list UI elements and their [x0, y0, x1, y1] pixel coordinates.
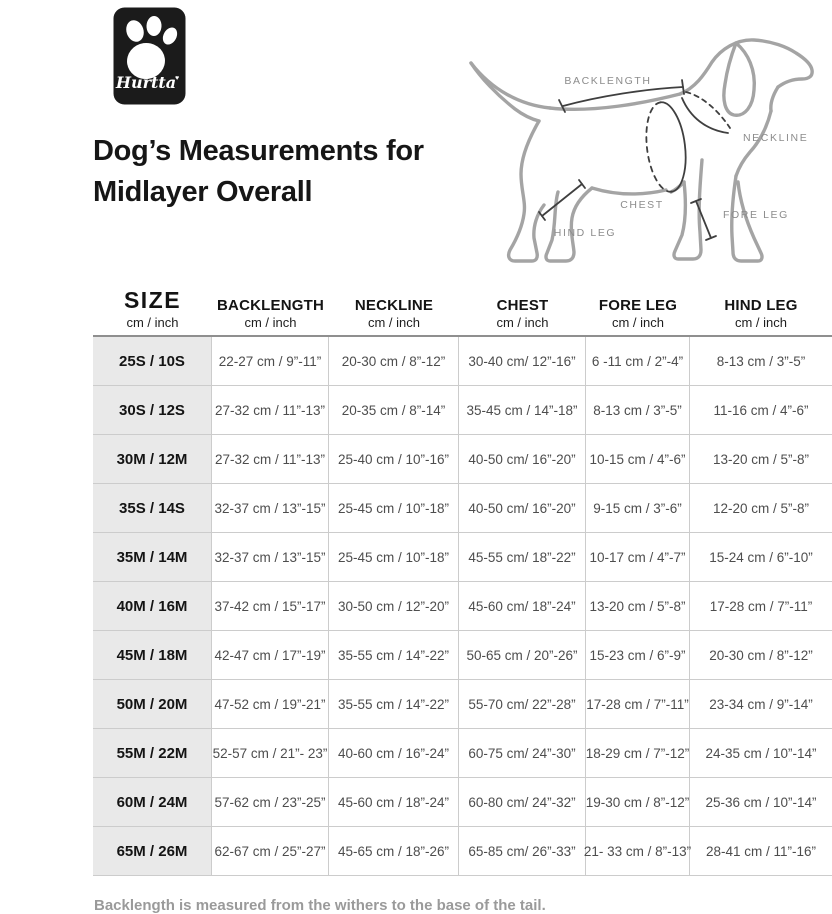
column-header-label: CHEST: [496, 297, 549, 314]
table-cell-fore_leg: 21- 33 cm / 8”-13”: [586, 827, 690, 876]
table-cell-chest: 65-85 cm/ 26”-33”: [459, 827, 586, 876]
column-header-neckline: [329, 297, 459, 330]
table-cell-chest: 30-40 cm/ 12”-16”: [459, 337, 586, 386]
column-header-label: HIND LEG: [724, 297, 798, 314]
size-cell: 40M / 16M: [93, 582, 212, 631]
table-row: [93, 435, 832, 484]
logo-wordmark: Hurtta: [115, 73, 177, 92]
table-cell-neckline: 45-60 cm / 18”-24”: [329, 778, 459, 827]
dog-outline: [471, 40, 812, 261]
table-row: [93, 337, 832, 386]
table-cell-chest: 40-50 cm/ 16”-20”: [459, 435, 586, 484]
table-cell-backlength: 32-37 cm / 13”-15”: [212, 533, 329, 582]
table-cell-neckline: 25-40 cm / 10”-16”: [329, 435, 459, 484]
size-cell: 55M / 22M: [93, 729, 212, 778]
table-cell-backlength: 27-32 cm / 11”-13”: [212, 435, 329, 484]
table-row: [93, 533, 832, 582]
table-row: [93, 680, 832, 729]
table-cell-neckline: 25-45 cm / 10”-18”: [329, 484, 459, 533]
table-cell-chest: 45-55 cm/ 18”-22”: [459, 533, 586, 582]
table-cell-neckline: 35-55 cm / 14”-22”: [329, 680, 459, 729]
table-cell-fore_leg: 15-23 cm / 6”-9”: [586, 631, 690, 680]
chest-measure-solid: [661, 102, 686, 191]
column-header-chest: [459, 297, 586, 330]
size-table: [93, 287, 832, 876]
table-header-row: [93, 287, 832, 337]
diagram-label-hindleg: HIND LEG: [553, 227, 617, 239]
table-cell-fore_leg: 18-29 cm / 7”-12”: [586, 729, 690, 778]
table-cell-hind_leg: 20-30 cm / 8”-12”: [690, 631, 832, 680]
size-cell: 65M / 26M: [93, 827, 212, 876]
neckline-measure-solid: [682, 98, 728, 133]
table-cell-fore_leg: 6 -11 cm / 2”-4”: [586, 337, 690, 386]
table-row: [93, 729, 832, 778]
column-header-label: SIZE: [123, 287, 182, 313]
size-cell: 45M / 18M: [93, 631, 212, 680]
hindleg-measure-line: [542, 184, 582, 216]
table-row: [93, 582, 832, 631]
table-cell-fore_leg: 19-30 cm / 8”-12”: [586, 778, 690, 827]
table-cell-neckline: 35-55 cm / 14”-22”: [329, 631, 459, 680]
table-cell-neckline: 45-65 cm / 18”-26”: [329, 827, 459, 876]
table-cell-fore_leg: 17-28 cm / 7”-11”: [586, 680, 690, 729]
table-row: [93, 778, 832, 827]
table-cell-chest: 40-50 cm/ 16”-20”: [459, 484, 586, 533]
table-cell-hind_leg: 23-34 cm / 9”-14”: [690, 680, 832, 729]
table-cell-hind_leg: 25-36 cm / 10”-14”: [690, 778, 832, 827]
table-cell-hind_leg: 12-20 cm / 5”-8”: [690, 484, 832, 533]
table-cell-chest: 60-80 cm/ 24”-32”: [459, 778, 586, 827]
table-cell-neckline: 20-30 cm / 8”-12”: [329, 337, 459, 386]
table-cell-chest: 50-65 cm / 20”-26”: [459, 631, 586, 680]
size-cell: 25S / 10S: [93, 337, 212, 386]
diagram-label-neckline: NECKLINE: [743, 132, 809, 144]
table-cell-hind_leg: 13-20 cm / 5”-8”: [690, 435, 832, 484]
page-title-line2: Midlayer Overall: [93, 176, 313, 208]
size-cell: 35M / 14M: [93, 533, 212, 582]
table-cell-chest: 45-60 cm/ 18”-24”: [459, 582, 586, 631]
table-cell-fore_leg: 10-17 cm / 4”-7”: [586, 533, 690, 582]
diagram-label-chest: CHEST: [620, 199, 664, 211]
column-header-label: NECKLINE: [354, 297, 434, 314]
table-row: [93, 631, 832, 680]
column-header-label: BACKLENGTH: [217, 297, 324, 314]
table-cell-backlength: 32-37 cm / 13”-15”: [212, 484, 329, 533]
page-title-line1: Dog’s Measurements for: [93, 135, 424, 167]
table-cell-neckline: 25-45 cm / 10”-18”: [329, 533, 459, 582]
size-cell: 30S / 12S: [93, 386, 212, 435]
column-header-unit: cm / inch: [496, 315, 549, 330]
column-header-unit: cm / inch: [367, 315, 420, 330]
table-cell-hind_leg: 11-16 cm / 4”-6”: [690, 386, 832, 435]
table-cell-fore_leg: 10-15 cm / 4”-6”: [586, 435, 690, 484]
table-cell-hind_leg: 17-28 cm / 7”-11”: [690, 582, 832, 631]
table-cell-backlength: 27-32 cm / 11”-13”: [212, 386, 329, 435]
page-title: [93, 131, 424, 213]
hurtta-logo: [113, 7, 186, 105]
column-header-backlength: [212, 297, 329, 330]
column-header-unit: cm / inch: [244, 315, 297, 330]
table-cell-fore_leg: 9-15 cm / 3”-6”: [586, 484, 690, 533]
table-row: [93, 386, 832, 435]
table-cell-backlength: 52-57 cm / 21”- 23”: [212, 729, 329, 778]
table-cell-neckline: 30-50 cm / 12”-20”: [329, 582, 459, 631]
size-cell: 60M / 24M: [93, 778, 212, 827]
table-row: [93, 827, 832, 876]
heart-icon: ♥: [175, 75, 180, 82]
column-header-label: FORE LEG: [598, 297, 678, 314]
table-body: [93, 337, 832, 876]
table-cell-hind_leg: 24-35 cm / 10”-14”: [690, 729, 832, 778]
size-cell: 35S / 14S: [93, 484, 212, 533]
diagram-label-foreleg: FORE LEG: [723, 209, 789, 221]
table-cell-backlength: 47-52 cm / 19”-21”: [212, 680, 329, 729]
table-row: [93, 484, 832, 533]
table-cell-fore_leg: 8-13 cm / 3”-5”: [586, 386, 690, 435]
size-cell: 30M / 12M: [93, 435, 212, 484]
table-cell-backlength: 57-62 cm / 23”-25”: [212, 778, 329, 827]
column-header-unit: cm / inch: [734, 315, 787, 330]
column-header-hind_leg: [690, 297, 832, 330]
table-cell-hind_leg: 15-24 cm / 6”-10”: [690, 533, 832, 582]
table-cell-backlength: 37-42 cm / 15”-17”: [212, 582, 329, 631]
table-cell-hind_leg: 28-41 cm / 11”-16”: [690, 827, 832, 876]
column-header-fore_leg: [586, 297, 690, 330]
table-cell-neckline: 20-35 cm / 8”-14”: [329, 386, 459, 435]
bottom-note-cutoff: Backlength is measured from the withers to the base of the tail.: [94, 897, 546, 914]
diagram-label-backlength: BACKLENGTH: [564, 75, 652, 87]
table-cell-chest: 55-70 cm/ 22”-28”: [459, 680, 586, 729]
size-cell: 50M / 20M: [93, 680, 212, 729]
table-cell-chest: 35-45 cm / 14”-18”: [459, 386, 586, 435]
table-cell-chest: 60-75 cm/ 24”-30”: [459, 729, 586, 778]
table-cell-backlength: 22-27 cm / 9”-11”: [212, 337, 329, 386]
chest-measure-dashed: [646, 102, 671, 191]
table-cell-neckline: 40-60 cm / 16”-24”: [329, 729, 459, 778]
column-header-unit: cm / inch: [611, 315, 664, 330]
table-cell-backlength: 42-47 cm / 17”-19”: [212, 631, 329, 680]
dog-measurement-diagram: [440, 0, 832, 290]
table-cell-hind_leg: 8-13 cm / 3”-5”: [690, 337, 832, 386]
table-cell-backlength: 62-67 cm / 25”-27”: [212, 827, 329, 876]
table-cell-fore_leg: 13-20 cm / 5”-8”: [586, 582, 690, 631]
column-header-size: [93, 287, 212, 330]
column-header-unit: cm / inch: [126, 315, 179, 330]
